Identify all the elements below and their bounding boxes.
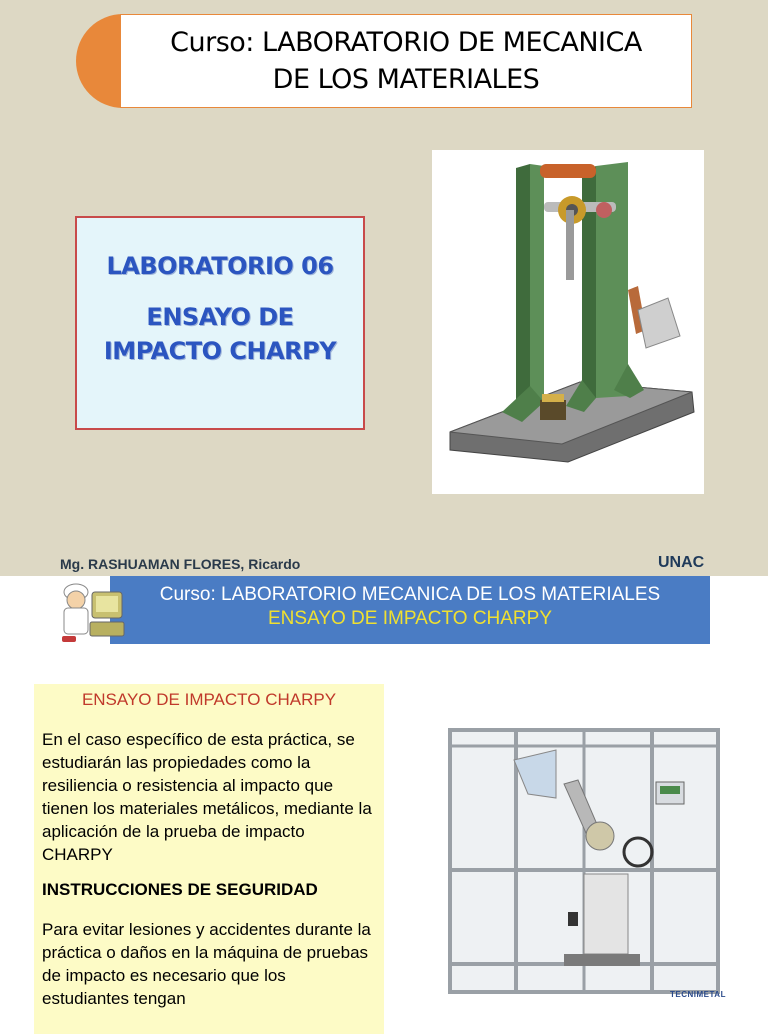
course-subtitle: ENSAYO DE IMPACTO CHARPY — [268, 608, 552, 629]
author-name: Mg. RASHUAMAN FLORES, Ricardo — [60, 556, 301, 572]
institution-name: UNAC — [658, 554, 705, 571]
course-title: Curso: LABORATORIO MECANICA DE LOS MATERIALES — [159, 584, 661, 605]
lab-number: LABORATORIO 06 — [106, 252, 334, 280]
safety-heading: INSTRUCCIONES DE SEGURIDAD — [42, 880, 318, 899]
lab-info-box — [75, 216, 365, 430]
slide-title: Curso: LABORATORIO DE MECANICA DE LOS MATERIALES — [170, 27, 642, 95]
safety-paragraph: Para evitar lesiones y accidentes durante la práctica o daños en la máquina de pruebas de impacto es necesario que los estudiantes tengan — [42, 920, 371, 1008]
slide-2 — [0, 576, 768, 1024]
title-box — [120, 14, 692, 108]
title-banner — [76, 14, 692, 108]
description-box — [34, 684, 384, 1034]
course-header — [110, 576, 710, 644]
charpy-machine-photo — [444, 724, 724, 1004]
box-title: ENSAYO DE IMPACTO CHARPY — [81, 690, 337, 709]
tecnimetal-logo: TECNIMETAL — [670, 990, 726, 999]
lab-name: ENSAYO DE IMPACTO CHARPY — [103, 303, 337, 365]
mascot-computer-icon — [56, 578, 130, 644]
charpy-machine-cad-image — [432, 150, 704, 494]
description-paragraph: En el caso específico de esta práctica, se estudiarán las propiedades como la resiliencia o resistencia al impacto que tienen los materiales metálicos, mediante la aplicación de la prueba de impacto CHARPY — [42, 730, 372, 864]
